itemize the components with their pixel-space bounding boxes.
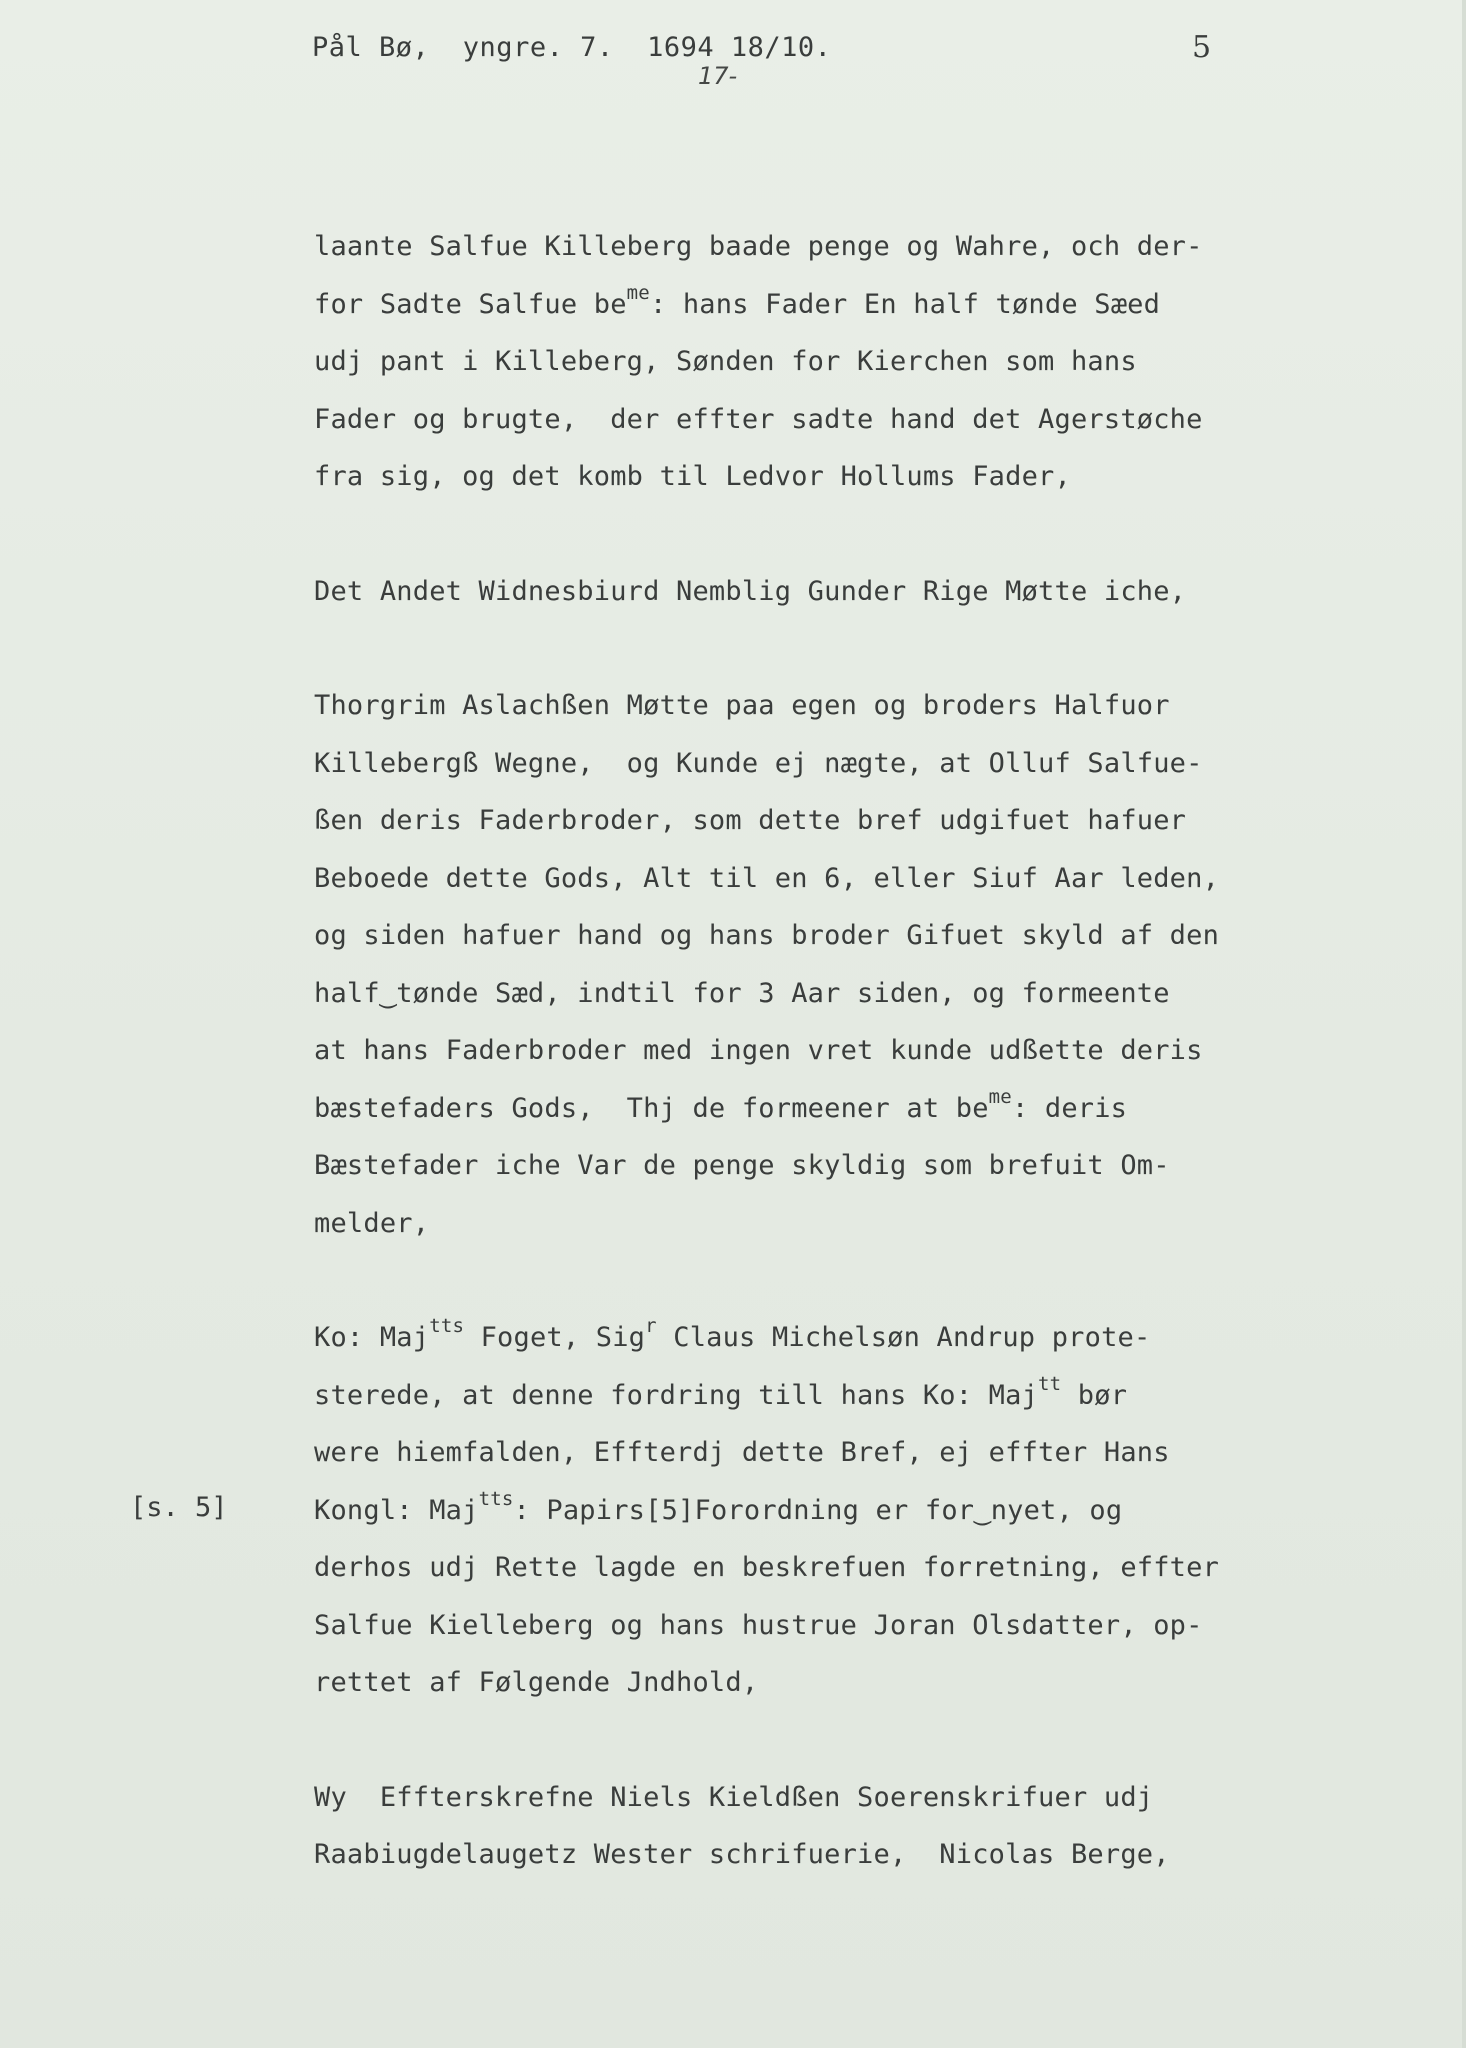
text-line (314, 218, 1414, 276)
text-run: Killebergß Wegne, og Kunde ej nægte, at Olluf Salfue- (314, 747, 1203, 779)
text-run: for Sadte Salfue be (314, 288, 627, 320)
superscript-abbreviation: r (645, 1315, 657, 1337)
superscript-abbreviation: tts (429, 1315, 465, 1337)
text-line (314, 1597, 1414, 1655)
page-header: Pål Bø, yngre. 7. 1694 18/10. (312, 32, 832, 63)
text-run: : hans Fader En half tønde Sæed (649, 288, 1161, 320)
text-run: Det Andet Widnesbiurd Nemblig Gunder Rige Møtte iche, (314, 575, 1187, 607)
handwritten-note: 17- (698, 62, 738, 90)
text-run: udj pant i Killeberg, Sønden for Kierchen som hans (314, 346, 1137, 377)
text-line (314, 563, 1414, 621)
text-run: Beboede dette Gods, Alt til en 6, eller Siuf Aar leden, (314, 862, 1220, 894)
margin-page-reference: [s. 5] (130, 1492, 228, 1523)
text-line (314, 677, 1414, 735)
text-run: Thorgrim Aslachßen Møtte paa egen og broders Halfuor (314, 690, 1170, 721)
superscript-abbreviation: tts (478, 1487, 514, 1510)
text-line (314, 965, 1414, 1023)
paragraph (314, 563, 1414, 621)
text-line (314, 391, 1414, 449)
text-line (314, 1367, 1414, 1425)
text-line (314, 1137, 1414, 1195)
text-run: Fader og brugte, der effter sadte hand det Agerstøche (314, 403, 1203, 435)
text-run: rettet af Følgende Jndhold, (314, 1667, 759, 1698)
text-line (314, 907, 1414, 965)
paragraph (314, 1769, 1414, 1884)
text-line (314, 1826, 1414, 1884)
text-run: Foget, Sig (464, 1322, 646, 1353)
text-line (314, 1539, 1414, 1597)
text-run: ßen deris Faderbroder, som dette bref udgifuet hafuer (314, 805, 1187, 836)
text-run: laante Salfue Killeberg baade penge og Wahre, och der- (314, 231, 1203, 262)
text-line (314, 448, 1414, 506)
text-run: Claus Michelsøn Andrup prote- (656, 1322, 1151, 1353)
text-line (314, 1195, 1414, 1253)
text-line (314, 735, 1414, 793)
text-run: Bæstefader iche Var de penge skyldig som brefuit Om- (314, 1150, 1170, 1181)
text-line (314, 1309, 1414, 1367)
text-line (314, 792, 1414, 850)
text-line (314, 1080, 1414, 1138)
text-run: Wy Effterskrefne Niels Kieldßen Soerenskrifuer udj (314, 1781, 1154, 1813)
text-run: Salfue Kielleberg og hans hustrue Joran Olsdatter, op- (314, 1609, 1203, 1641)
page-number: 5 (1192, 30, 1212, 65)
paragraph (314, 218, 1414, 506)
paragraph (314, 677, 1414, 1252)
text-run: Raabiugdelaugetz Wester schrifuerie, Nicolas Berge, (314, 1839, 1170, 1870)
text-run: were hiemfalden, Effterdj dette Bref, ej effter Hans (314, 1437, 1170, 1468)
text-run: bæstefaders Gods, Thj de formeener at be (314, 1092, 989, 1124)
text-run: derhos udj Rette lagde en beskrefuen forretning, effter (314, 1552, 1220, 1583)
text-line (314, 1654, 1414, 1712)
text-run: : Papirs[5]Forordning er for‿nyet, og (513, 1494, 1123, 1526)
text-run: : deris (1011, 1092, 1128, 1124)
text-run: Kongl: Maj (314, 1494, 479, 1526)
text-line (314, 1482, 1414, 1540)
superscript-abbreviation: me (988, 1085, 1012, 1108)
text-line (314, 1022, 1414, 1080)
text-line (314, 850, 1414, 908)
text-run: sterede, at denne fordring till hans Ko: Maj (314, 1379, 1039, 1411)
text-run: melder, (314, 1207, 430, 1239)
superscript-abbreviation: tt (1038, 1372, 1062, 1395)
text-line (314, 333, 1414, 391)
superscript-abbreviation: me (626, 281, 650, 304)
document-body (314, 218, 1414, 1941)
text-run: at hans Faderbroder med ingen vret kunde udßette deris (314, 1035, 1203, 1066)
text-line (314, 1424, 1414, 1482)
paragraph (314, 1309, 1414, 1712)
text-run: fra sig, og det komb til Ledvor Hollums Fader, (314, 461, 1071, 492)
text-run: Ko: Maj (314, 1322, 430, 1353)
page-edge (1462, 0, 1466, 2048)
text-run: bør (1061, 1379, 1128, 1411)
text-line (314, 276, 1414, 334)
text-line (314, 1769, 1414, 1827)
text-run: half‿tønde Sæd, indtil for 3 Aar siden, og formeente (314, 977, 1170, 1009)
text-run: og siden hafuer hand og hans broder Gifuet skyld af den (314, 920, 1220, 951)
